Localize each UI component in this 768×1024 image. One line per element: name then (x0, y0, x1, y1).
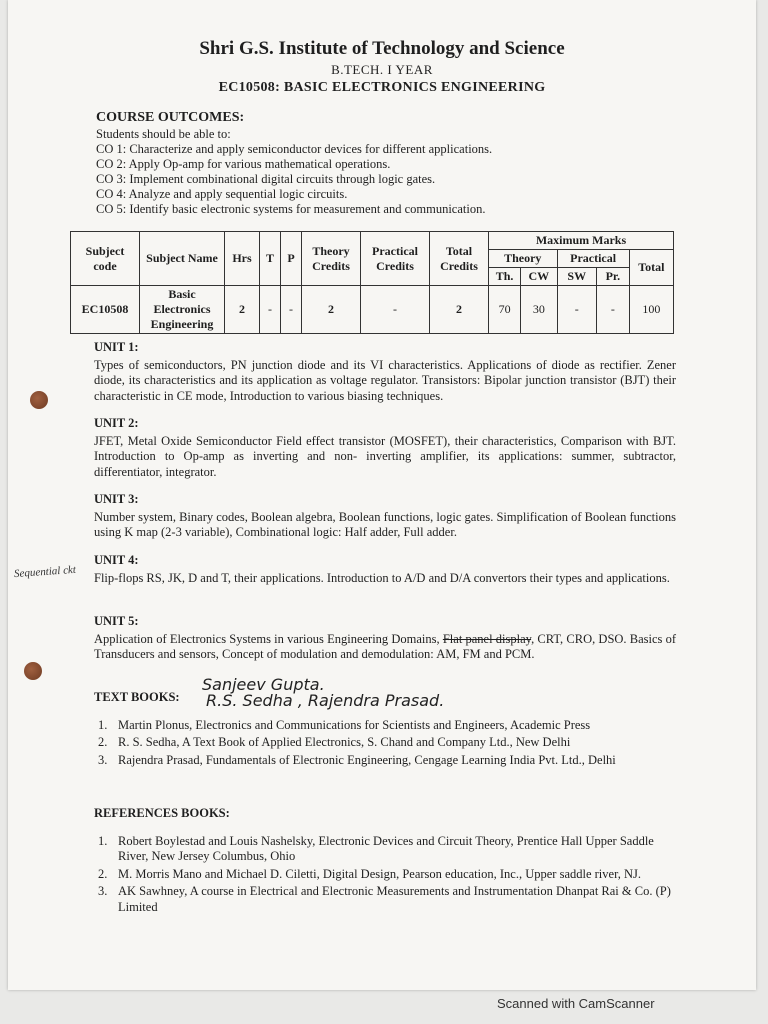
punch-hole (30, 391, 48, 409)
unit-title: UNIT 4: (94, 553, 139, 567)
book-number: 1. (98, 717, 108, 732)
unit-3 (94, 492, 676, 541)
text-books (94, 675, 679, 770)
book-number: 3. (98, 752, 108, 767)
cell-total-credits: 2 (430, 286, 489, 334)
header-subject-name: Subject Name (140, 232, 225, 286)
reference-books (94, 806, 679, 914)
header-th: Th. (489, 268, 521, 286)
struck-text: Flat panel display (442, 631, 532, 646)
scanned-page (8, 0, 756, 990)
margin-note: Sequential ckt (13, 563, 77, 581)
cell-p: - (281, 286, 302, 334)
reference-book-item (94, 867, 679, 883)
unit-1 (94, 340, 676, 404)
cell-hrs: 2 (225, 286, 260, 334)
cell-cw: 30 (521, 286, 557, 334)
course-outcome-item: CO 4: Analyze and apply sequential logic circuits. (96, 187, 348, 201)
header-total-credits: Total Credits (430, 232, 489, 286)
course-outcomes-intro: Students should be able to: (96, 127, 231, 141)
course-outcome-item: CO 5: Identify basic electronic systems for measurement and communication. (96, 202, 486, 216)
header-practical-credits: Practical Credits (361, 232, 430, 286)
unit-text: JFET, Metal Oxide Semiconductor Field effect transistor (MOSFET), their characteristics, Comparison with BJT. Introduction to Op-amp as inverting and non- inverting amplifier, its applications: summer, subtractor, differentiator, integrator. (94, 433, 676, 479)
cell-practical-credits: - (361, 286, 430, 334)
book-number: 2. (98, 735, 108, 749)
text-book-item (94, 718, 679, 734)
book-text: M. Morris Mano and Michael D. Ciletti, Digital Design, Pearson education, Inc., Upper saddle river, NJ. (118, 866, 641, 881)
header-cw: CW (521, 268, 557, 286)
course-outcome-item: CO 2: Apply Op-amp for various mathematical operations. (96, 157, 391, 171)
header-pr: Pr. (597, 268, 630, 286)
header-subject-code: Subject code (71, 232, 140, 286)
cell-pr: - (597, 286, 630, 334)
cell-th: 70 (489, 286, 521, 334)
unit-text: Flip-flops RS, JK, D and T, their applications. Introduction to A/D and D/A convertors their types and applications. (94, 570, 670, 585)
reference-book-item (94, 834, 679, 865)
credits-marks-table (70, 231, 674, 334)
course-outcomes-heading: COURSE OUTCOMES: (96, 110, 245, 125)
course-title: EC10508: BASIC ELECTRONICS ENGINEERING (218, 80, 546, 95)
punch-hole (24, 662, 42, 680)
book-text: R. S. Sedha, A Text Book of Applied Electronics, S. Chand and Company Ltd., New Delhi (118, 735, 571, 749)
unit-title: UNIT 1: (94, 340, 139, 354)
unit-text (94, 632, 676, 663)
unit-title: UNIT 3: (94, 492, 139, 506)
header-practical: Practical (557, 250, 629, 268)
institute-name: Shri G.S. Institute of Technology and Science (199, 38, 565, 59)
header-theory: Theory (489, 250, 558, 268)
header-p: P (281, 232, 302, 286)
handwritten-annotation: R.S. Sedha , Rajendra Prasad. (206, 691, 445, 710)
course-outcome-item: CO 3: Implement combinational digital circuits through logic gates. (96, 172, 436, 186)
text-books-heading: TEXT BOOKS: (94, 690, 180, 704)
cell-t: - (260, 286, 281, 334)
year-label: B.TECH. I YEAR (331, 62, 433, 77)
course-outcome-item: CO 1: Characterize and apply semiconductor devices for different applications. (96, 142, 493, 156)
course-outcomes (96, 110, 696, 217)
reference-books-heading: REFERENCES BOOKS: (94, 806, 230, 820)
unit-text: Number system, Binary codes, Boolean algebra, Boolean functions, logic gates. Simplification of Boolean functions using K map (2-3 variable), Combinational logic: Half adder, Full adder. (94, 509, 676, 539)
book-text: Robert Boylestad and Louis Nashelsky, Electronic Devices and Circuit Theory, Prentice Hall Upper Saddle River, New Jersey Columbus, Ohio (118, 833, 654, 863)
unit-text-part: , CRT, CRO, DSO. Basics of Transducers and sensors, Concept of modulation and demodulation: AM, FM and PCM. (94, 631, 677, 661)
unit-title: UNIT 2: (94, 416, 139, 430)
header-sw: SW (557, 268, 597, 286)
scanner-watermark: Scanned with CamScanner (497, 996, 655, 1011)
book-number: 1. (98, 833, 108, 848)
book-number: 3. (98, 884, 108, 898)
book-number: 2. (98, 866, 108, 881)
header-maximum-marks: Maximum Marks (489, 232, 674, 250)
text-book-item (94, 753, 679, 769)
cell-theory-credits: 2 (302, 286, 361, 334)
unit-5 (94, 614, 676, 663)
cell-sw: - (557, 286, 597, 334)
unit-title: UNIT 5: (94, 614, 139, 628)
book-text: AK Sawhney, A course in Electrical and Electronic Measurements and Instrumentation Dhanpat Rai & Co. (P) Limited (118, 884, 671, 914)
header-theory-credits: Theory Credits (302, 232, 361, 286)
cell-subject-name: Basic Electronics Engineering (140, 286, 225, 334)
header-total: Total (629, 250, 673, 286)
reference-book-item (94, 884, 679, 914)
book-text: Rajendra Prasad, Fundamentals of Electronic Engineering, Cengage Learning India Pvt. Ltd., Delhi (118, 752, 616, 767)
cell-subject-code: EC10508 (71, 286, 140, 334)
handwritten-annotation: Sanjeev Gupta. (202, 675, 325, 694)
title-block (8, 38, 756, 96)
header-t: T (260, 232, 281, 286)
book-text: Martin Plonus, Electronics and Communications for Scientists and Engineers, Academic Press (118, 717, 591, 732)
text-book-item (94, 735, 679, 751)
cell-total: 100 (629, 286, 673, 334)
unit-2 (94, 416, 676, 480)
unit-text-part: Application of Electronics Systems in various Engineering Domains, (94, 631, 443, 646)
header-hrs: Hrs (225, 232, 260, 286)
unit-text: Types of semiconductors, PN junction diode and its VI characteristics. Applications of diode as rectifier. Zener diode, its characteristics and its application as voltage regulator. Transistors: Bipolar junction transistor (BJT) their characteristic in CE mode, Introduction to various biasing techniques. (94, 357, 676, 403)
unit-4 (94, 553, 676, 586)
